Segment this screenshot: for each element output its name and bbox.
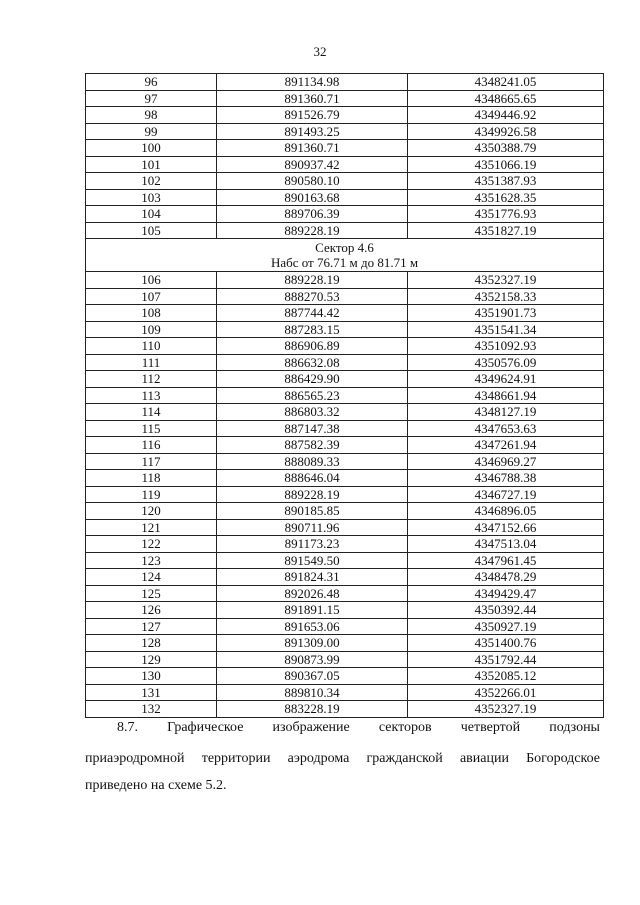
point-number-cell: 121 (86, 519, 217, 536)
x-coordinate-cell: 890367.05 (217, 668, 408, 685)
point-number-cell: 113 (86, 387, 217, 404)
paragraph-word: Богородское (526, 751, 600, 766)
point-number-cell: 123 (86, 552, 217, 569)
paragraph-word: изображение (272, 720, 350, 735)
y-coordinate-cell: 4351541.34 (408, 321, 604, 338)
point-number-cell: 118 (86, 470, 217, 487)
table-row (86, 569, 604, 586)
x-coordinate-cell: 890580.10 (217, 173, 408, 190)
point-number-cell: 109 (86, 321, 217, 338)
y-coordinate-cell: 4352327.19 (408, 272, 604, 289)
y-coordinate-cell: 4346896.05 (408, 503, 604, 520)
point-number-cell: 100 (86, 140, 217, 157)
table-row (86, 668, 604, 685)
x-coordinate-cell: 891309.00 (217, 635, 408, 652)
point-number-cell: 105 (86, 222, 217, 239)
table-row (86, 602, 604, 619)
table-row (86, 222, 604, 239)
table-row (86, 189, 604, 206)
x-coordinate-cell: 889228.19 (217, 222, 408, 239)
point-number-cell: 114 (86, 404, 217, 421)
x-coordinate-cell: 886803.32 (217, 404, 408, 421)
y-coordinate-cell: 4351792.44 (408, 651, 604, 668)
y-coordinate-cell: 4350927.19 (408, 618, 604, 635)
y-coordinate-cell: 4348127.19 (408, 404, 604, 421)
x-coordinate-cell: 887283.15 (217, 321, 408, 338)
table-row (86, 420, 604, 437)
y-coordinate-cell: 4350392.44 (408, 602, 604, 619)
paragraph-word: подзоны (549, 720, 600, 735)
x-coordinate-cell: 891824.31 (217, 569, 408, 586)
y-coordinate-cell: 4351776.93 (408, 206, 604, 223)
point-number-cell: 128 (86, 635, 217, 652)
point-number-cell: 110 (86, 338, 217, 355)
table-row (86, 519, 604, 536)
point-number-cell: 104 (86, 206, 217, 223)
x-coordinate-cell: 888270.53 (217, 288, 408, 305)
y-coordinate-cell: 4347513.04 (408, 536, 604, 553)
sector-height-range: Набс от 76.71 м до 81.71 м (270, 255, 419, 270)
point-number-cell: 103 (86, 189, 217, 206)
table-row (86, 173, 604, 190)
y-coordinate-cell: 4346969.27 (408, 453, 604, 470)
table-row (86, 354, 604, 371)
point-number-cell: 122 (86, 536, 217, 553)
x-coordinate-cell: 891360.71 (217, 90, 408, 107)
y-coordinate-cell: 4352158.33 (408, 288, 604, 305)
x-coordinate-cell: 891134.98 (217, 74, 408, 91)
table-row (86, 90, 604, 107)
paragraph-word: гражданской (366, 751, 443, 766)
x-coordinate-cell: 886565.23 (217, 387, 408, 404)
table-row (86, 321, 604, 338)
point-number-cell: 132 (86, 701, 217, 718)
point-number-cell: 107 (86, 288, 217, 305)
x-coordinate-cell: 891653.06 (217, 618, 408, 635)
y-coordinate-cell: 4348478.29 (408, 569, 604, 586)
point-number-cell: 112 (86, 371, 217, 388)
point-number-cell: 101 (86, 156, 217, 173)
point-number-cell: 125 (86, 585, 217, 602)
y-coordinate-cell: 4349429.47 (408, 585, 604, 602)
x-coordinate-cell: 891891.15 (217, 602, 408, 619)
x-coordinate-cell: 889228.19 (217, 272, 408, 289)
point-number-cell: 98 (86, 107, 217, 124)
x-coordinate-cell: 887744.42 (217, 305, 408, 322)
table-row (86, 552, 604, 569)
point-number-cell: 106 (86, 272, 217, 289)
x-coordinate-cell: 891360.71 (217, 140, 408, 157)
paragraph-line-1 (85, 720, 600, 736)
table-row (86, 387, 604, 404)
table-row (86, 156, 604, 173)
point-number-cell: 131 (86, 684, 217, 701)
y-coordinate-cell: 4348661.94 (408, 387, 604, 404)
point-number-cell: 124 (86, 569, 217, 586)
table-row (86, 470, 604, 487)
table-row (86, 107, 604, 124)
x-coordinate-cell: 892026.48 (217, 585, 408, 602)
point-number-cell: 99 (86, 123, 217, 140)
table-row (86, 140, 604, 157)
table-row (86, 585, 604, 602)
y-coordinate-cell: 4347261.94 (408, 437, 604, 454)
x-coordinate-cell: 890711.96 (217, 519, 408, 536)
paragraph-word: аэродрома (287, 751, 350, 766)
x-coordinate-cell: 887582.39 (217, 437, 408, 454)
table-row (86, 288, 604, 305)
y-coordinate-cell: 4350388.79 (408, 140, 604, 157)
paragraph-line-2 (85, 751, 600, 767)
point-number-cell: 108 (86, 305, 217, 322)
y-coordinate-cell: 4351827.19 (408, 222, 604, 239)
table-row (86, 206, 604, 223)
x-coordinate-cell: 886429.90 (217, 371, 408, 388)
table-row (86, 404, 604, 421)
table-row (86, 651, 604, 668)
y-coordinate-cell: 4351387.93 (408, 173, 604, 190)
paragraph-word: секторов (378, 720, 432, 735)
point-number-cell: 117 (86, 453, 217, 470)
x-coordinate-cell: 889810.34 (217, 684, 408, 701)
y-coordinate-cell: 4351092.93 (408, 338, 604, 355)
point-number-cell: 119 (86, 486, 217, 503)
x-coordinate-cell: 891493.25 (217, 123, 408, 140)
y-coordinate-cell: 4352266.01 (408, 684, 604, 701)
table-row (86, 437, 604, 454)
table-row (86, 503, 604, 520)
table-row (86, 536, 604, 553)
table-row (86, 684, 604, 701)
point-number-cell: 111 (86, 354, 217, 371)
point-number-cell: 96 (86, 74, 217, 91)
y-coordinate-cell: 4348665.65 (408, 90, 604, 107)
y-coordinate-cell: 4349446.92 (408, 107, 604, 124)
y-coordinate-cell: 4347653.63 (408, 420, 604, 437)
point-number-cell: 127 (86, 618, 217, 635)
y-coordinate-cell: 4351400.76 (408, 635, 604, 652)
table-row (86, 618, 604, 635)
y-coordinate-cell: 4351066.19 (408, 156, 604, 173)
y-coordinate-cell: 4346727.19 (408, 486, 604, 503)
table-row (86, 453, 604, 470)
table-row (86, 371, 604, 388)
page-number: 32 (313, 44, 327, 59)
point-number-cell: 126 (86, 602, 217, 619)
y-coordinate-cell: 4350576.09 (408, 354, 604, 371)
y-coordinate-cell: 4347961.45 (408, 552, 604, 569)
table-row (86, 701, 604, 718)
x-coordinate-cell: 891173.23 (217, 536, 408, 553)
table-row (86, 486, 604, 503)
table-row (86, 74, 604, 91)
x-coordinate-cell: 886906.89 (217, 338, 408, 355)
table-row (86, 123, 604, 140)
paragraph-word: территории (201, 751, 271, 766)
point-number-cell: 102 (86, 173, 217, 190)
table-row (86, 272, 604, 289)
x-coordinate-cell: 883228.19 (217, 701, 408, 718)
x-coordinate-cell: 891526.79 (217, 107, 408, 124)
sector-header-cell (86, 239, 604, 272)
x-coordinate-cell: 890937.42 (217, 156, 408, 173)
y-coordinate-cell: 4349926.58 (408, 123, 604, 140)
y-coordinate-cell: 4352327.19 (408, 701, 604, 718)
paragraph-word: Графическое (167, 720, 244, 735)
y-coordinate-cell: 4351628.35 (408, 189, 604, 206)
coordinates-table-body (86, 74, 604, 718)
paragraph-word: авиации (459, 751, 509, 766)
point-number-cell: 116 (86, 437, 217, 454)
sector-header-row (86, 239, 604, 272)
x-coordinate-cell: 889706.39 (217, 206, 408, 223)
x-coordinate-cell: 890185.85 (217, 503, 408, 520)
point-number-cell: 115 (86, 420, 217, 437)
y-coordinate-cell: 4347152.66 (408, 519, 604, 536)
x-coordinate-cell: 890163.68 (217, 189, 408, 206)
y-coordinate-cell: 4351901.73 (408, 305, 604, 322)
point-number-cell: 130 (86, 668, 217, 685)
x-coordinate-cell: 886632.08 (217, 354, 408, 371)
x-coordinate-cell: 891549.50 (217, 552, 408, 569)
y-coordinate-cell: 4349624.91 (408, 371, 604, 388)
sector-title: Сектор 4.6 (315, 240, 374, 255)
table-row (86, 338, 604, 355)
paragraph-line-3: приведено на схеме 5.2. (85, 778, 227, 793)
table-row (86, 635, 604, 652)
y-coordinate-cell: 4348241.05 (408, 74, 604, 91)
paragraph-word: приаэродромной (85, 751, 185, 766)
table-row (86, 305, 604, 322)
x-coordinate-cell: 889228.19 (217, 486, 408, 503)
point-number-cell: 129 (86, 651, 217, 668)
x-coordinate-cell: 888646.04 (217, 470, 408, 487)
paragraph-word: четвертой (460, 720, 521, 735)
x-coordinate-cell: 887147.38 (217, 420, 408, 437)
x-coordinate-cell: 888089.33 (217, 453, 408, 470)
point-number-cell: 120 (86, 503, 217, 520)
y-coordinate-cell: 4352085.12 (408, 668, 604, 685)
coordinates-table (85, 73, 604, 718)
x-coordinate-cell: 890873.99 (217, 651, 408, 668)
point-number-cell: 97 (86, 90, 217, 107)
paragraph-word: 8.7. (117, 720, 138, 735)
y-coordinate-cell: 4346788.38 (408, 470, 604, 487)
